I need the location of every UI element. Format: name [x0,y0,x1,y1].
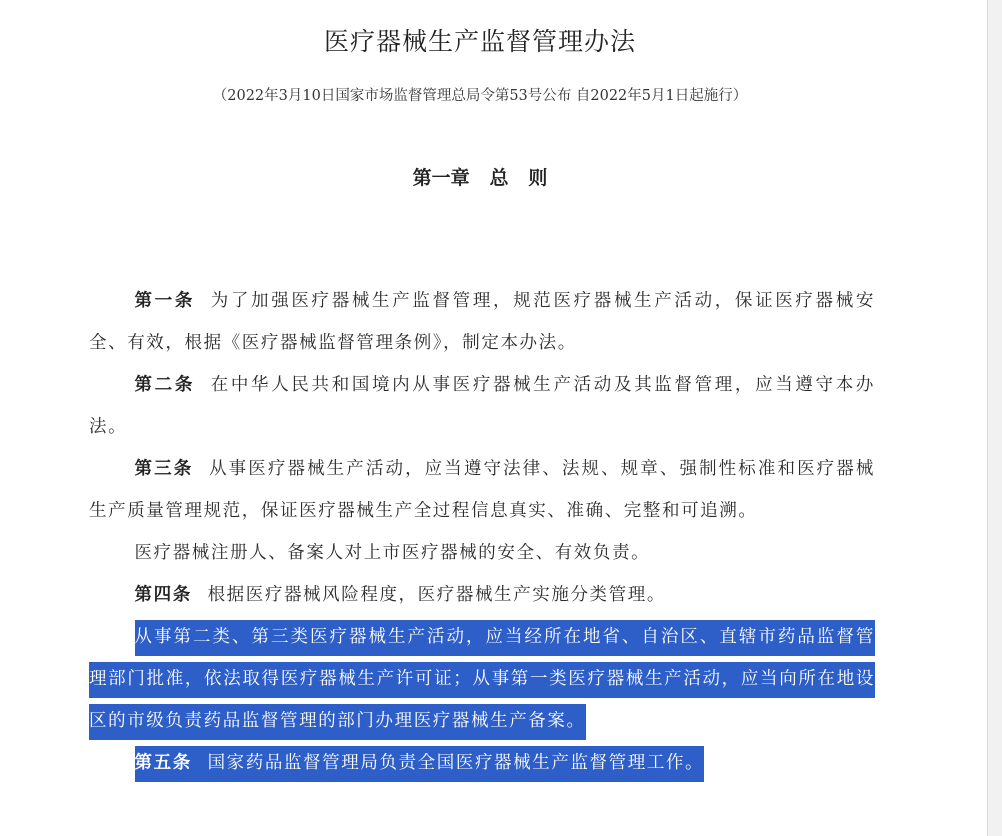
paragraph-article-3-clause-2[interactable] [89,532,875,574]
article-number: 第五条 [134,753,192,773]
article-number: 第二条 [134,375,195,395]
selection-highlight[interactable] [135,746,705,782]
document-body [89,280,875,784]
paragraph-article-2[interactable] [89,364,875,448]
paragraph-article-3[interactable] [89,448,875,532]
paragraph-article-1[interactable] [89,280,875,364]
article-number: 第四条 [134,585,192,605]
chapter-heading: 第一章 总 则 [412,167,548,189]
paragraph-text: 从事医疗器械生产活动，应当遵守法律、法规、规章、强制性标准和医疗器械生产质量管理规范，保证医疗器械生产全过程信息真实、准确、完整和可追溯。 [89,459,875,521]
article-number: 第一条 [134,291,195,311]
paragraph-article-5-selected[interactable] [89,742,875,784]
paragraph-text: 国家药品监督管理局负责全国医疗器械生产监督管理工作。 [207,753,705,773]
paragraph-article-4-clause-2-selected[interactable] [89,616,875,742]
paragraph-article-4[interactable] [89,574,875,616]
selection-highlight[interactable] [89,620,875,740]
paragraph-text: 医疗器械注册人、备案人对上市医疗器械的安全、有效负责。 [134,543,651,563]
paragraph-text: 根据医疗器械风险程度，医疗器械生产实施分类管理。 [207,585,666,605]
document-subtitle: （2022年3月10日国家市场监督管理总局令第53号公布 自2022年5月1日起施行） [212,88,748,104]
paragraph-text: 从事第二类、第三类医疗器械生产活动，应当经所在地省、自治区、直辖市药品监督管理部门批准，依法取得医疗器械生产许可证；从事第一类医疗器械生产活动，应当向所在地设区的市级负责药品监督管理的部门办理医疗器械生产备案。 [89,627,875,731]
document-title: 医疗器械生产监督管理办法 [323,27,636,56]
paragraph-text: 在中华人民共和国境内从事医疗器械生产活动及其监督管理，应当遵守本办法。 [89,375,875,437]
paragraph-text: 为了加强医疗器械生产监督管理，规范医疗器械生产活动，保证医疗器械安全、有效，根据《医疗器械监督管理条例》，制定本办法。 [89,291,875,353]
article-number: 第三条 [134,459,194,479]
window-edge-scrollbar[interactable] [987,0,1002,836]
